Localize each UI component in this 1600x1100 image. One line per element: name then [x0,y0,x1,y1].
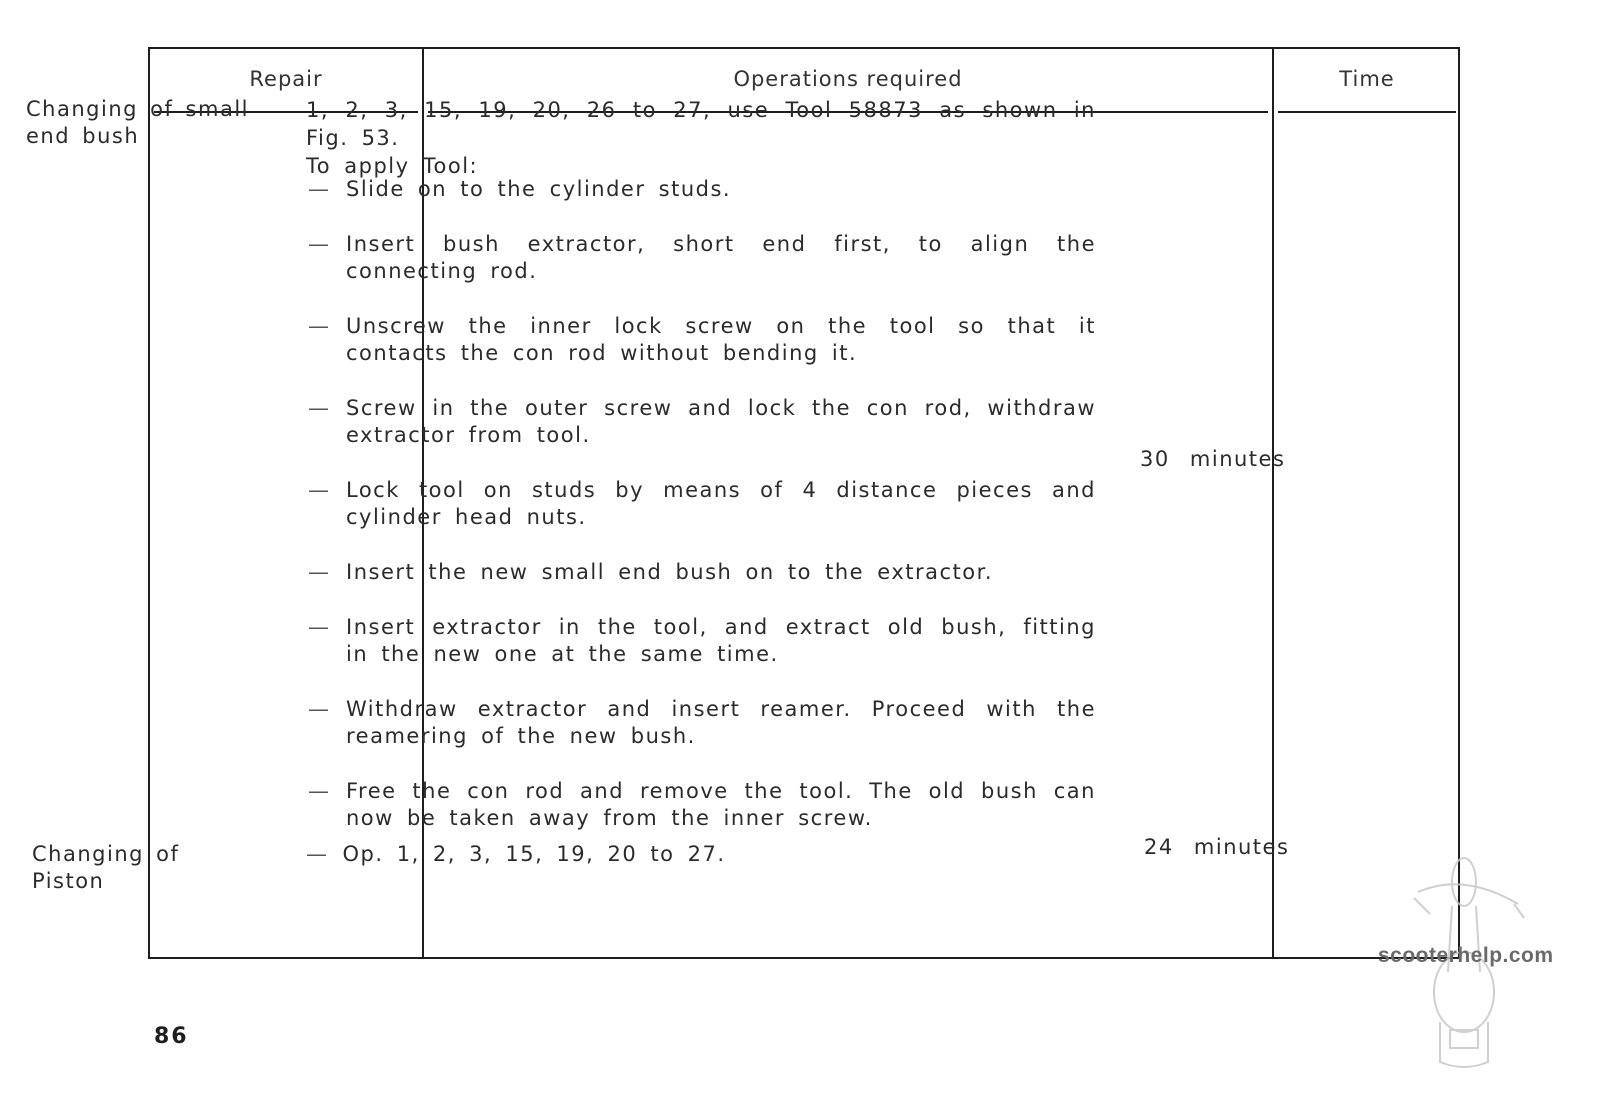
column-divider-time [1272,49,1274,957]
operation-step-text: Withdraw extractor and insert reamer. Proceed with the reamering of the new bush. [346,697,1096,748]
operation-step [306,614,1096,668]
operations-piston [306,841,1096,868]
time-small-end-bush: 30 minutes [1140,447,1286,471]
dash-marker: — [308,615,331,639]
operation-step-text: Free the con rod and remove the tool. The old bush can now be taken away from the inner screw. [346,779,1096,830]
header-rule-time [1278,111,1456,113]
dash-marker: — [308,177,331,201]
operation-step [306,559,1096,586]
operation-step [306,176,1096,203]
operations-intro-line1: 1, 2, 3, 15, 19, 20, 26 to 27, use Tool 58873 as shown in Fig. 53. [306,98,1096,150]
dash-marker: — [308,314,331,338]
operation-step-text: Insert the new small end bush on to the extractor. [346,560,993,584]
dash-marker: — [308,697,331,721]
operation-step [306,231,1096,285]
operations-intro [306,96,1096,180]
operation-step-text: Unscrew the inner lock screw on the tool so that it contacts the con rod without bending it. [346,314,1096,365]
operation-step [306,696,1096,750]
repair-piston: Changing of Piston [32,842,180,893]
operations-intro-line2: To apply Tool: [306,154,479,178]
header-time: Time [1339,67,1395,91]
operation-step-text: Lock tool on studs by means of 4 distance pieces and cylinder head nuts. [346,478,1096,529]
dash-marker: — [308,560,331,584]
operation-step-text: Insert bush extractor, short end first, to align the connecting rod. [346,232,1096,283]
operation-step [306,313,1096,367]
dash-marker: — [308,779,331,803]
repair-small-end-bush-line1: Changing of small [26,97,249,121]
watermark-text: scooterhelp.com [1378,944,1554,967]
repair-small-end-bush-line2: end bush [26,124,140,148]
dash-marker: — [308,232,331,256]
operation-step [306,395,1096,449]
operations-steps-list [306,176,1096,832]
dash-marker: — [306,842,329,866]
header-repair: Repair [249,67,323,91]
operation-step-text: Slide on to the cylinder studs. [346,177,732,201]
page-number: 86 [154,1024,189,1049]
watermark [1378,852,1568,1072]
operation-step-text: Screw in the outer screw and lock the con rod, withdraw extractor from tool. [346,396,1096,447]
operations-piston-text: Op. 1, 2, 3, 15, 19, 20 to 27. [342,842,726,866]
operation-step [306,778,1096,832]
header-operations: Operations required [733,67,963,91]
dash-marker: — [308,396,331,420]
time-piston: 24 minutes [1144,835,1290,859]
operation-step [306,477,1096,531]
repair-small-end-bush [26,96,256,150]
dash-marker: — [308,478,331,502]
operation-step-text: Insert extractor in the tool, and extract old bush, fitting in the new one at the same time. [346,615,1096,666]
